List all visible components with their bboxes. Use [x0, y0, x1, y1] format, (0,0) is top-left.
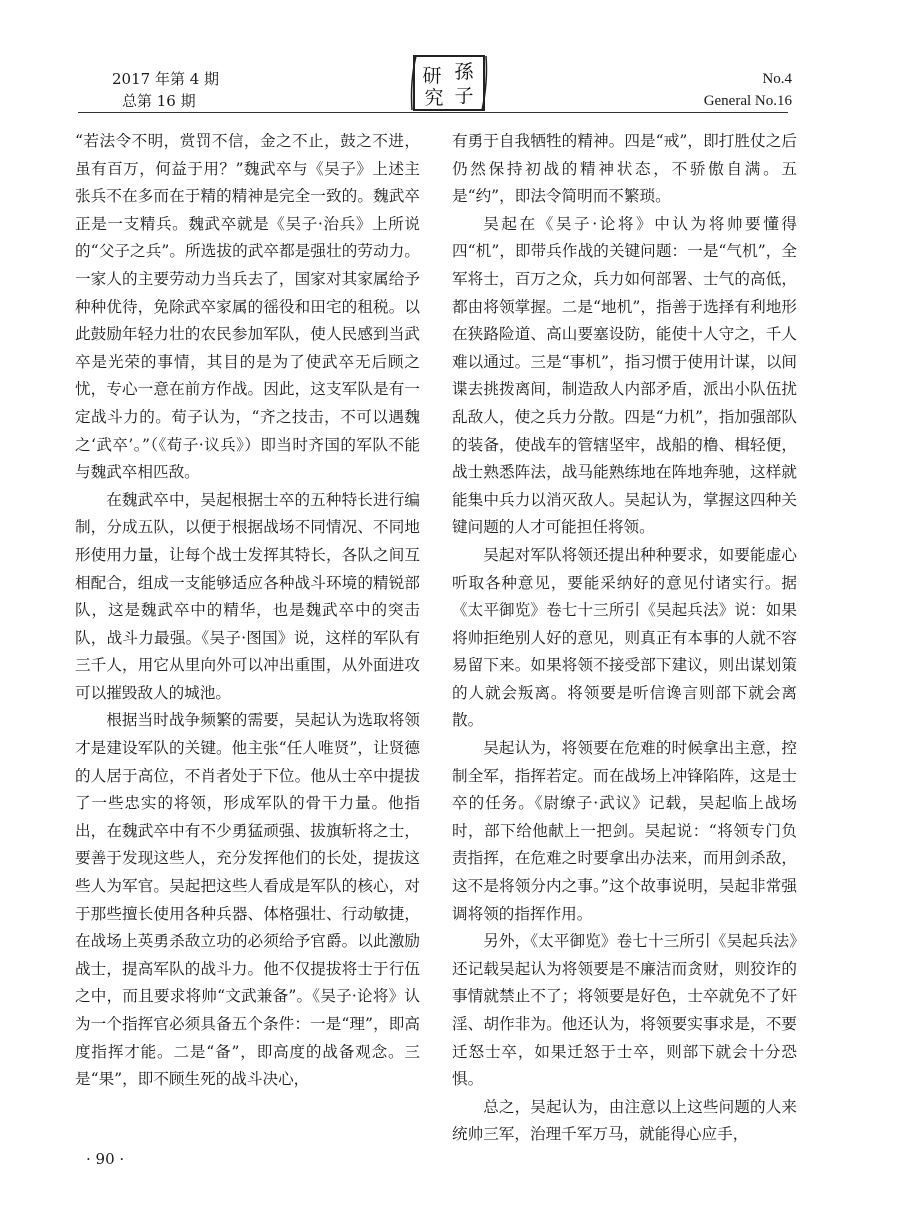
- journal-logo: [408, 52, 490, 114]
- paragraph: 有勇于自我牺牲的精神。四是“戒”，即打胜仗之后仍然保持初战的精神状态，不骄傲自满。五是“约”，即法令简明而不繁琐。: [452, 132, 797, 206]
- general-number: General No.16: [703, 93, 792, 109]
- page-number: · 90 ·: [86, 1150, 125, 1168]
- svg-text:子: 子: [454, 85, 474, 107]
- page-header: [0, 0, 900, 118]
- paragraph: 另外，《太平御览》卷七十三所引《吴起兵法》还记载吴起认为将领要是不廉洁而贪财，则狡诈的事情就禁止不了；将领要是好色，士卒就免不了奸淫、胡作非为。他还认为，将领要实事求是，不要迁怒士卒，如果迁怒于士卒，则部下就会十分恐惧。: [452, 932, 797, 1089]
- left-column: [75, 128, 420, 1094]
- paragraph: 在魏武卒中，吴起根据士卒的五种特长进行编制，分成五队，以便于根据战场不同情况、不同地形使用力量，让每个战士发挥其特长，各队之间互相配合，组成一支能够适应各种战斗环境的精锐部队，这是魏武卒中的精华，也是魏武卒中的突击队，战斗力最强。《吴子·图国》说，这样的军队有三千人，用它从里向外可以冲出重围，从外面进攻可以摧毁敌人的城池。: [75, 490, 420, 702]
- svg-text:究: 究: [424, 87, 444, 109]
- issue-info-cn: [112, 68, 219, 112]
- paragraph: 总之，吴起认为，由注意以上这些问题的人来统帅三军，治理千军万马，就能得心应手，: [452, 1097, 797, 1144]
- paragraph: “若法令不明，赏罚不信，金之不止，鼓之不进，虽有百万，何益于用？”魏武卒与《吴子》上述主张兵不在多而在于精的精神是完全一致的。魏武卒正是一支精兵。魏武卒就是《吴子·治兵》上所说的“父子之兵”。所选拔的武卒都是强壮的劳动力。一家人的主要劳动力当兵去了，国家对其家属给予种种优待，免除武卒家属的徭役和田宅的租税。以此鼓励年轻力壮的农民参加军队，使人民感到当武卒是光荣的事情，其目的是为了使武卒无后顾之忧，专心一意在前方作战。因此，这支军队是有一定战斗力的。荀子认为，“齐之技击，不可以遇魏之‘武卒’。”（《荀子·议兵》）即当时齐国的军队不能与魏武卒相匹敌。: [75, 132, 420, 482]
- paragraph: 吴起在《吴子·论将》中认为将帅要懂得四“机”，即带兵作战的关键问题：一是“气机”，全军将士，百万之众，兵力如何部署、士气的高低，都由将领掌握。二是“地机”，指善于选择有利地形在狭路险道、高山要塞设防，能使十人守之，千人难以通过。三是“事机”，指习惯于使用计谋，以间谍去挑拨离间，制造敌人内部矛盾，派出小队伍扰乱敌人，使之兵力分散。四是“力机”，指加强部队的装备，使战车的管辖坚牢，战船的橹、楫轻便，战士熟悉阵法，战马能熟练地在阵地奔驰，这样就能集中兵力以消灭敌人。吴起认为，掌握这四种关键问题的人才可能担任将领。: [452, 214, 797, 537]
- header-rule: [78, 112, 788, 113]
- issue-number: No.4: [762, 71, 792, 87]
- issue-year: 2017 年第 4 期: [112, 70, 220, 88]
- issue-info-en: [704, 68, 792, 112]
- svg-text:孫: 孫: [454, 61, 474, 83]
- right-column: [452, 128, 797, 1149]
- paragraph: 根据当时战争频繁的需要，吴起认为选取将领才是建设军队的关键。他主张“任人唯贤”，让贤德的人居于高位，不肖者处于下位。他从士卒中提拔了一些忠实的将领，形成军队的骨干力量。他指出，在魏武卒中有不少勇猛顽强、拔旗斩将之士，要善于发现这些人，充分发挥他们的长处，提拔这些人为军官。吴起把这些人看成是军队的核心，对于那些擅长使用各种兵器、体格强壮、行动敏捷，在战场上英勇杀敌立功的必须给予官爵。以此激励战士，提高军队的战斗力。他不仅提拔将士于行伍之中，而且要求将帅“文武兼备”。《吴子·论将》认为一个指挥官必须具备五个条件：一是“理”，即高度指挥才能。二是“备”，即高度的战备观念。三是“果”，即不顾生死的战斗决心，: [75, 711, 420, 1089]
- paragraph: 吴起认为，将领要在危难的时候拿出主意，控制全军，指挥若定。而在战场上冲锋陷阵，这是士卒的任务。《尉缭子·武议》记载，吴起临上战场时，部下给他献上一把剑。吴起说：“将领专门负责指挥，在危难之时要拿出办法来，而用剑杀敌，这不是将领分内之事。”这个故事说明，吴起非常强调将领的指挥作用。: [452, 739, 797, 923]
- svg-text:研: 研: [422, 65, 442, 87]
- paragraph: 吴起对军队将领还提出种种要求，如要能虚心听取各种意见，要能采纳好的意见付诸实行。据《太平御览》卷七十三所引《吴起兵法》说：如果将帅拒绝别人好的意见，则真正有本事的人就不容易留下来。如果将领不接受部下建议，则出谋划策的人就会叛离。将领要是听信谗言则部下就会离散。: [452, 545, 797, 730]
- issue-total: 总第 16 期: [122, 92, 196, 110]
